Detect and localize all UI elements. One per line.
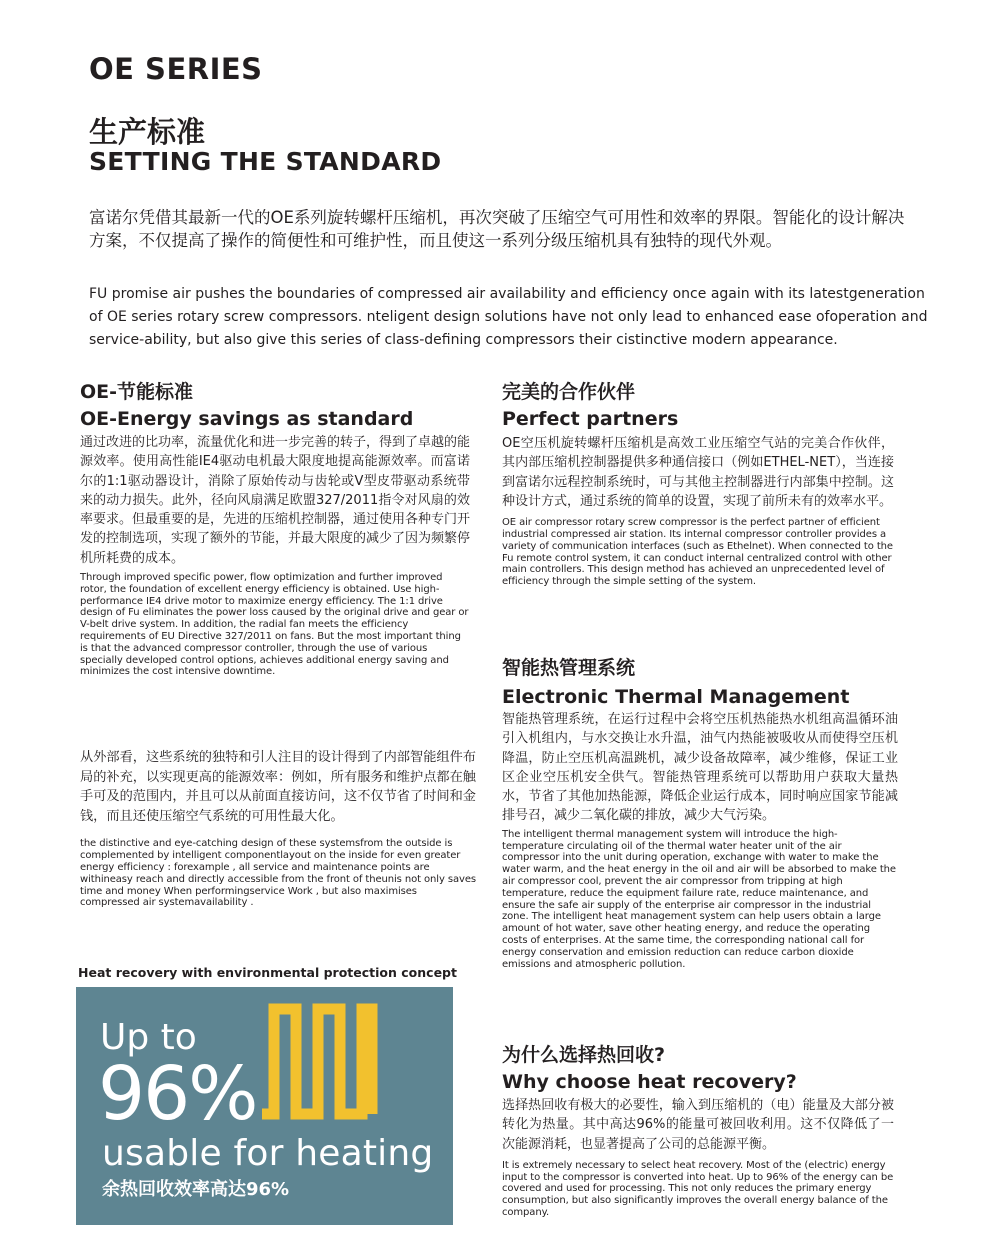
partners-heading-en: Perfect partners: [502, 408, 679, 430]
heat-recovery-percent: 96%: [98, 1051, 257, 1137]
energy-section: [80, 377, 470, 678]
why-body-cn: 选择热回收有极大的必要性，输入到压缩机的（电）能量及大部分被转化为热量。其中高达96%的能量可被回收利用。这不仅降低了一次能源消耗，也显著提高了公司的总能源平衡。: [502, 1098, 894, 1152]
design-section: [80, 748, 476, 909]
design-body-cn: 从外部看，这些系统的独特和引人注目的设计得到了内部智能组件布局的补充，以实现更高的能源效率：例如，所有服务和维护点都在触手可及的范围内，并且可以从前面直接访问，这不仅节省了时间和金钱，而且还使压缩空气系统的可用性最大化。: [80, 750, 476, 824]
design-body-en: the distinctive and eye-catching design of these systemsfrom the outside is complemented by intelligent componentlayout on the inside for even greater energy efficiency : forexample , all service and maintenance points are withineasy reach and directly accessible from the front of theunis not only saves time and money When performingservice Work , but also maximises compressed air systemavailability .: [80, 838, 476, 909]
why-heading-cn: 为什么选择热回收?: [502, 1044, 666, 1066]
partners-body-cn: OE空压机旋转螺杆压缩机是高效工业压缩空气站的完美合作伙伴，其内部压缩机控制器提供多种通信接口（例如ETHEL-NET），当连接到富诺尔远程控制系统时，可与其他主控制器进行内部集中控制。这种设计方式，通过系统的简单的设置，实现了前所未有的效率水平。: [502, 436, 894, 509]
energy-heading-en: OE-Energy savings as standard: [80, 408, 414, 430]
series-title: OE SERIES: [89, 52, 263, 86]
intro-text-cn: 富诺尔凭借其最新一代的OE系列旋转螺杆压缩机，再次突破了压缩空气可用性和效率的界限。智能化的设计解决方案，不仅提高了操作的简便性和可维护性，而且使这一系列分级压缩机具有独特的现代外观。: [89, 208, 905, 250]
intro-text-en: FU promise air pushes the boundaries of compressed air availability and efficiency once again with its latestgeneration of OE series rotary screw compressors. nteligent design solutions have not only lead to enhanced ease ofoperation and service-ability, but also give this series of class-defining compressors their cistinctive modern appearance.: [89, 286, 928, 348]
heat-recovery-usable: usable for heating: [102, 1133, 434, 1174]
heat-recovery-callout: [76, 987, 453, 1225]
partners-heading-cn: 完美的合作伙伴: [502, 381, 636, 403]
thermal-heading-en: Electronic Thermal Management: [502, 686, 850, 708]
why-heading-en: Why choose heat recovery?: [502, 1071, 797, 1093]
why-body-en: It is extremely necessary to select heat recovery. Most of the (electric) energy input to the compressor is converted into heat. Up to 96% of the energy can be covered and used for processing. This not only reduces the primary energy consumption, but also significantly improves the overall energy balance of the company.: [502, 1159, 894, 1219]
thermal-section: [502, 653, 898, 970]
thermal-body-cn: 智能热管理系统，在运行过程中会将空压机热能热水机组高温循环油引入机组内，与水交换让水升温，油气内热能被吸收从而使得空压机降温，防止空压机高温跳机，减少设备故障率，减少维修，保证工业区企业空压机安全供气。智能热管理系统可以帮助用户获取大量热水，节省了其他加热能源，降低企业运行成本，同时响应国家节能减排号召，减少二氧化碳的排放，减少大气污染。: [502, 712, 898, 824]
energy-heading-cn: OE-节能标准: [80, 381, 194, 403]
page-title-cn: 生产标准: [89, 115, 206, 149]
partners-body-en: OE air compressor rotary screw compressor is the perfect partner of efficient industrial compressed air station. Its internal compressor controller provides a variety of communication interfaces (such as Ethelnet). When connected to the Fu remote control system, it can conduct internal centralized control with other main controllers. This design method has achieved an unprecedented level of efficiency through the simple setting of the system.: [502, 517, 893, 588]
heat-recovery-cn: 余热回收效率高达96%: [102, 1179, 290, 1200]
thermal-body-en: The intelligent thermal management system will introduce the high-temperature circulating oil of the thermal water heater unit of the air compressor into the unit during operation, exchange with water to make the water warm, and the heat energy in the oil and air will be absorbed to make the air compressor cool, prevent the air compressor from tripping at high temperature, reduce the equipment failure rate, reduce maintenance, and ensure the safe air supply of the enterprise air compressor in the industrial zone. The intelligent heat management system can help users obtain a large amount of hot water, save other heating energy, and reduce the operating costs of enterprises. At the same time, the corresponding national call for energy conservation and emission reduction can reduce carbon dioxide emissions and atmospheric pollution.: [502, 828, 896, 970]
partners-section: [502, 377, 894, 588]
page-title-en: SETTING THE STANDARD: [89, 147, 442, 176]
heat-coil-icon: [259, 997, 384, 1123]
heat-recovery-label: Heat recovery with environmental protection concept: [78, 965, 457, 980]
why-section: [502, 1040, 894, 1219]
energy-body-en: Through improved specific power, flow optimization and further improved rotor, the foundation of excellent energy efficiency is obtained. Use high-performance IE4 drive motor to maximize energy efficiency. The 1:1 drive design of Fu eliminates the power loss caused by the original drive and gear or V-belt drive system. In addition, the radial fan meets the efficiency requirements of EU Directive 327/2011 on fans. But the most important thing is that the advanced compressor controller, through the use of various specially developed control options, achieves additional energy saving and minimizes the cost intensive downtime.: [80, 572, 469, 678]
thermal-heading-cn: 智能热管理系统: [502, 657, 636, 679]
heat-recovery-upto: Up to: [100, 1017, 197, 1058]
energy-body-cn: 通过改进的比功率，流量优化和进一步完善的转子，得到了卓越的能源效率。使用高性能IE4驱动电机最大限度地提高能源效率。而富诺尔的1:1驱动器设计，消除了原始传动与齿轮或V型皮带驱动系统带来的动力损失。此外，径向风扇满足欧盟327/2011指令对风扇的效率要求。但最重要的是，先进的压缩机控制器，通过使用各种专门开发的控制选项，实现了额外的节能，并最大限度的减少了因为频繁停机所耗费的成本。: [80, 435, 471, 566]
